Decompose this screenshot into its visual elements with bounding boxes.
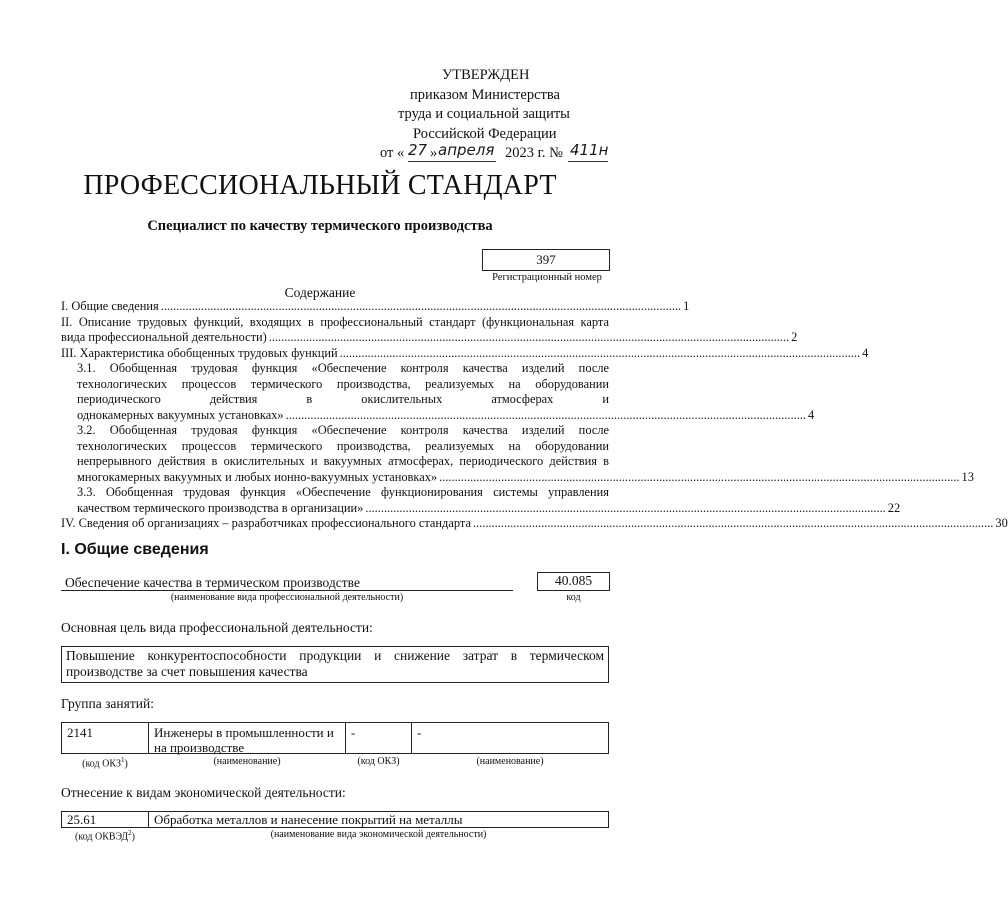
toc-page: 13 — [961, 469, 974, 484]
date-month: апреля — [438, 141, 495, 159]
toc-entry-text-cont: вида профессиональной деятельности) — [61, 330, 267, 344]
toc-page: 1 — [683, 299, 690, 313]
toc-leader: ........................................................................................................................................................................ — [365, 500, 886, 515]
econ-caption-code — [61, 829, 149, 842]
toc-page: 2 — [791, 330, 798, 344]
toc-entry-text-cont: однокамерных вакуумных установках» — [77, 407, 284, 422]
date-year: 2023 г. № — [505, 145, 564, 161]
toc-entry-3-1[interactable] — [77, 361, 815, 423]
group-label: Группа занятий: — [61, 696, 154, 711]
group-caption-code1 — [61, 756, 149, 769]
toc-page: 4 — [862, 345, 869, 360]
econ-caption-name: (наименование вида экономической деятельности) — [270, 829, 487, 840]
group-caption-code2: (код ОКЗ) — [357, 756, 400, 767]
toc-entry-text-cont: многокамерных вакуумных и любых ионно-вакуумных установках» — [77, 469, 438, 484]
toc-entry-3[interactable] — [61, 345, 869, 362]
code-caption: код — [566, 592, 581, 603]
toc-leader: ........................................................................................................................................................................ — [472, 516, 994, 530]
group-name-1: Инженеры в промышленности и на производстве — [148, 722, 346, 754]
toc-leader: ........................................................................................................................................................................ — [268, 330, 790, 344]
approval-line-4: Российской Федерации — [413, 125, 557, 142]
toc-leader: ........................................................................................................................................................................ — [339, 345, 861, 360]
date-prefix: от « — [380, 145, 405, 161]
group-caption-name1: (наименование) — [213, 756, 281, 767]
approval-line-2: приказом Министерства — [410, 86, 560, 103]
number-underline — [568, 161, 608, 162]
date-sep: » — [430, 145, 438, 161]
toc-entry-3-2[interactable] — [77, 423, 974, 485]
approval-line-1: УТВЕРЖДЕН — [442, 67, 530, 83]
toc-entry-text: 3.1. Обобщенная трудовая функция «Обеспечение контроля качества изделий после технологических процессов термического производства, реализуемых на оборудовании периодического действия в окислительных атмосферах и — [77, 361, 609, 406]
econ-label: Отнесение к видам экономической деятельности: — [61, 785, 346, 800]
footnote-mark: 2 — [128, 829, 132, 837]
goal-text: Повышение конкурентоспособности продукции и снижение затрат в термическом производстве за счет повышения качества — [61, 646, 609, 683]
document-subtitle: Специалист по качеству термического производства — [147, 218, 493, 234]
toc-entry-text: 3.3. Обобщенная трудовая функция «Обеспечение функционирования системы управления — [77, 485, 609, 499]
goal-label: Основная цель вида профессиональной деятельности: — [61, 620, 373, 635]
toc-leader: ........................................................................................................................................................................ — [160, 299, 682, 313]
toc-leader: ........................................................................................................................................................................ — [285, 407, 806, 422]
activity-name: Обеспечение качества в термическом производстве — [61, 575, 513, 591]
econ-table — [61, 811, 609, 828]
footnote-mark: 1 — [121, 756, 125, 764]
toc-entry-text: II. Описание трудовых функций, входящих в профессиональный стандарт (функциональная карта — [61, 314, 609, 329]
group-caption-name2: (наименование) — [476, 756, 544, 767]
toc-entry-2[interactable] — [61, 314, 798, 346]
toc-page: 22 — [887, 500, 901, 515]
document-title: ПРОФЕССИОНАЛЬНЫЙ СТАНДАРТ — [83, 170, 557, 201]
group-code-1: 2141 — [61, 722, 149, 754]
group-table — [61, 722, 609, 754]
toc-entry-3-3[interactable] — [77, 485, 901, 516]
caption-text-end: ) — [124, 758, 128, 770]
group-name-2: - — [411, 722, 609, 754]
registration-label: Регистрационный номер — [492, 272, 602, 283]
toc-entry-text: III. Характеристика обобщенных трудовых функций — [61, 345, 338, 360]
toc-entry-4[interactable] — [61, 516, 1008, 532]
toc-title: Содержание — [284, 285, 356, 300]
date-day: 27 — [408, 141, 428, 159]
activity-caption: (наименование вида профессиональной деятельности) — [170, 592, 404, 603]
econ-name: Обработка металлов и нанесение покрытий на металлы — [148, 811, 609, 828]
toc-entry-1[interactable] — [61, 299, 690, 315]
registration-number: 397 — [482, 249, 610, 271]
order-number: 411н — [570, 141, 609, 159]
approval-line-3: труда и социальной защиты — [398, 106, 570, 122]
toc-leader: ........................................................................................................................................................................ — [439, 469, 960, 484]
toc-entry-text-cont: качеством термического производства в организации» — [77, 500, 364, 515]
caption-text: (код ОКВЭД — [75, 831, 129, 843]
toc-page: 30 — [995, 516, 1008, 530]
toc-entry-text: IV. Сведения об организациях – разработчиках профессионального стандарта — [61, 516, 471, 530]
activity-code: 40.085 — [537, 572, 610, 591]
toc-page: 4 — [808, 407, 815, 422]
table-of-contents — [61, 299, 1008, 532]
caption-text: (код ОКЗ — [82, 758, 122, 770]
section-heading: I. Общие сведения — [61, 541, 209, 558]
toc-entry-text: 3.2. Обобщенная трудовая функция «Обеспечение контроля качества изделий после технологических процессов термического производства, реализуемых на оборудовании непрерывного действия в окислительных и вакуумных атмосферах, периодического действия в — [77, 423, 609, 468]
approval-block — [0, 66, 640, 164]
econ-code: 25.61 — [61, 811, 149, 828]
group-code-2: - — [345, 722, 412, 754]
date-underline — [408, 161, 496, 162]
caption-text-end: ) — [131, 831, 135, 843]
approval-date-line — [0, 141, 640, 164]
toc-entry-text: I. Общие сведения — [61, 299, 159, 313]
